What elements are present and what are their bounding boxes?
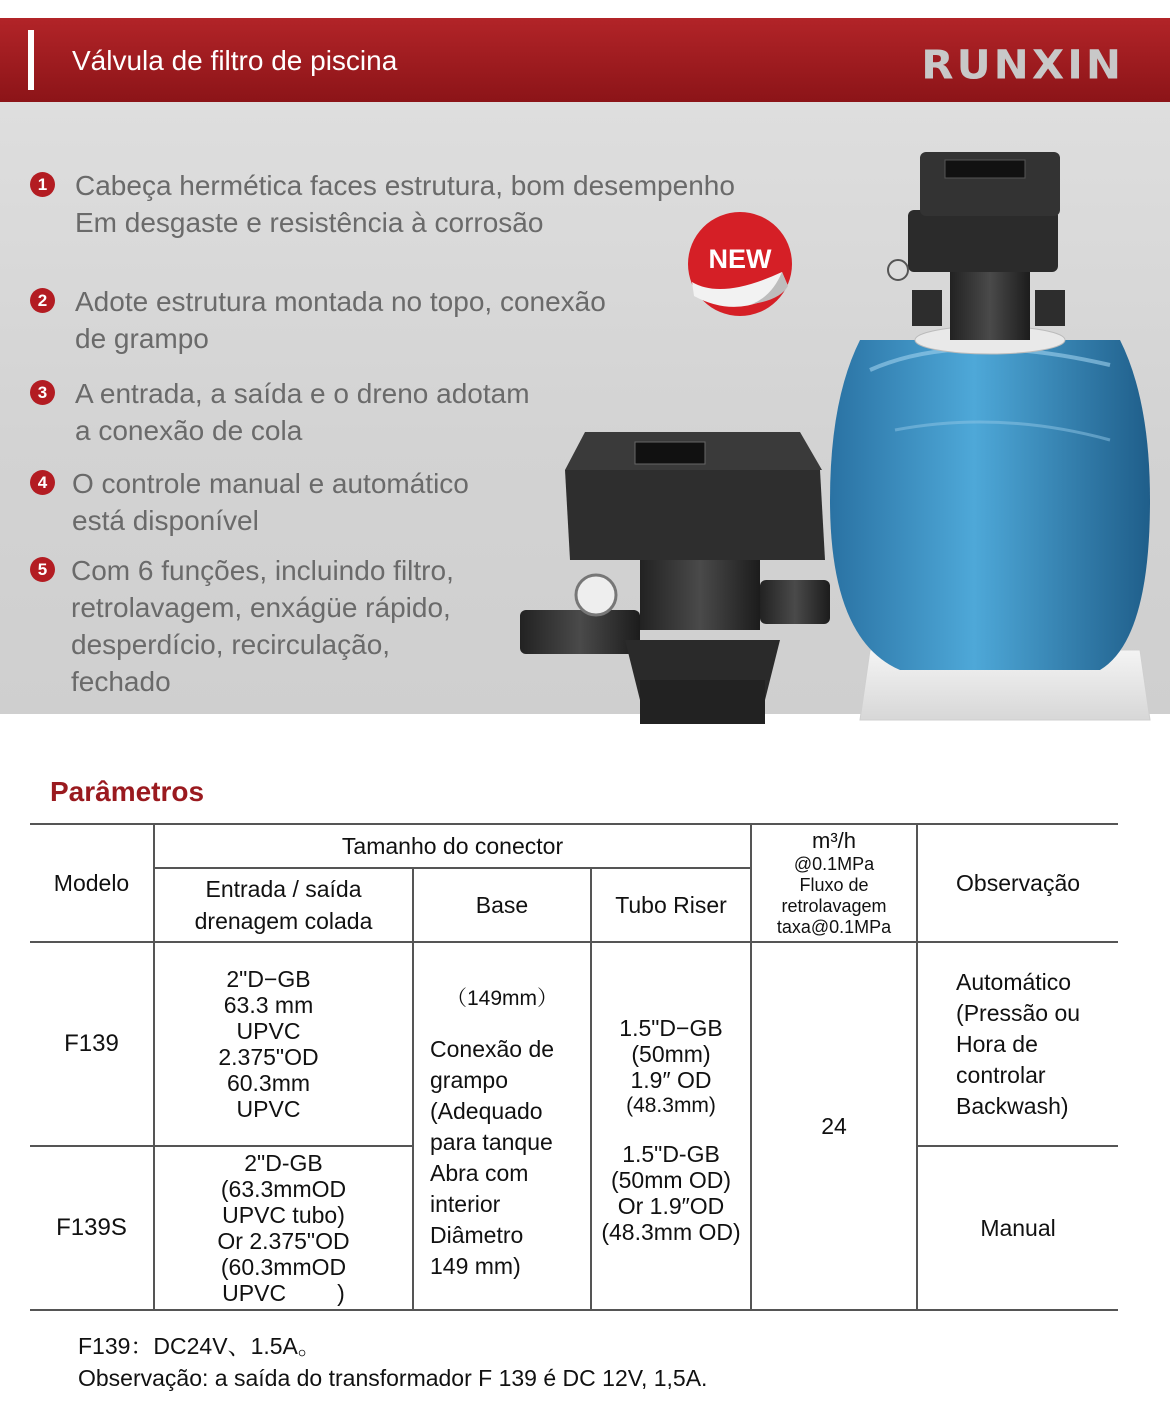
feature-number: 3 — [30, 380, 55, 405]
spec-table — [30, 823, 1118, 1311]
header-model: Modelo — [30, 824, 154, 942]
model-f139s: F139S — [30, 1146, 154, 1310]
feature-item-3 — [30, 375, 530, 449]
footer-notes — [78, 1330, 707, 1394]
feature-item-4 — [30, 465, 469, 539]
riser-cell: 1.5"D−GB (50mm) 1.9″ OD (48.3mm) 1.5"D-GB (50mm OD) Or 1.9″OD (48.3mm OD) — [591, 942, 751, 1310]
parameters-title: Parâmetros — [50, 776, 205, 807]
power-note: F139：DC24V、1.5A。 — [78, 1333, 321, 1359]
page-title: Válvula de filtro de piscina — [72, 45, 398, 76]
header-observation: Observação — [917, 824, 1118, 942]
badge-text: NEW — [708, 244, 772, 274]
header-accent-bar — [28, 30, 34, 90]
product-illustration — [500, 140, 1160, 790]
feature-number: 4 — [30, 470, 55, 495]
feature-number: 1 — [30, 172, 55, 197]
base-cell: （149mm） Conexão de grampo (Adequado para tanque Abra com interior Diâmetro 149 mm) — [413, 942, 591, 1310]
feature-text: Com 6 funções, incluindo filtro, retrolavagem, enxágüe rápido, desperdício, recirculação, fechado — [71, 555, 454, 697]
feature-text: Cabeça hermética faces estrutura, bom desempenho Em desgaste e resistência à corrosão — [75, 170, 735, 238]
feature-text: O controle manual e automático está disponível — [72, 468, 469, 536]
header-flow: m³/h @0.1MPa Fluxo de retrolavagem taxa@0.1MPa — [751, 824, 917, 942]
inlet-f139s: 2"D-GB (63.3mmOD UPVC tubo) Or 2.375"OD (60.3mmOD UPVC ) — [154, 1146, 413, 1310]
header-base: Base — [413, 868, 591, 942]
header-riser: Tubo Riser — [591, 868, 751, 942]
feature-text: A entrada, a saída e o dreno adotam a conexão de cola — [75, 378, 530, 446]
feature-item-5 — [30, 552, 454, 700]
transformer-note: Observação: a saída do transformador F 139 é DC 12V, 1,5A. — [78, 1365, 708, 1391]
header-connector-size: Tamanho do conector — [154, 824, 751, 868]
inlet-f139: 2"D−GB 63.3 mm UPVC 2.375"OD 60.3mm UPVC — [154, 942, 413, 1146]
feature-number: 5 — [30, 557, 55, 582]
feature-number: 2 — [30, 288, 55, 313]
brand-logo: RUNXIN — [921, 41, 1124, 88]
flow-value: 24 — [751, 942, 917, 1310]
header-inlet-outlet: Entrada / saída drenagem colada — [154, 868, 413, 942]
header-banner — [0, 18, 1170, 102]
note-f139s: Manual — [917, 1146, 1118, 1310]
feature-text: Adote estrutura montada no topo, conexão de grampo — [75, 286, 606, 354]
note-f139: Automático (Pressão ou Hora de controlar Backwash) — [917, 942, 1118, 1146]
model-f139: F139 — [30, 942, 154, 1146]
